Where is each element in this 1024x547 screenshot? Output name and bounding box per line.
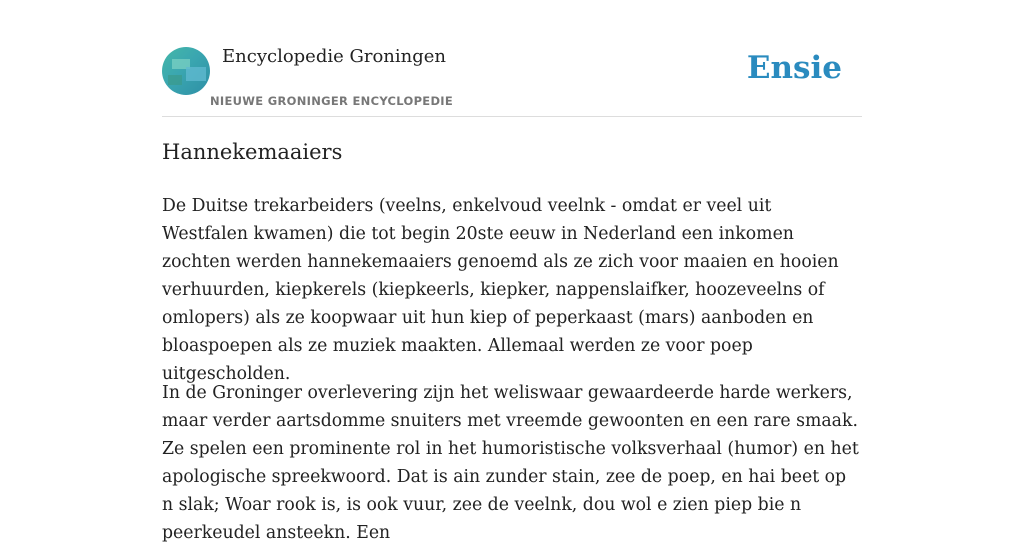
site-subtitle: NIEUWE GRONINGER ENCYCLOPEDIE [210, 94, 454, 108]
content-container [162, 0, 862, 543]
article-paragraph: In de Groninger overlevering zijn het weliswaar gewaardeerde harde werkers, maar verder aartsdomme snuiters met vreemde gewoonten en een rare smaak. Ze spelen een prominente rol in het humoristische volksverhaal (humor) en het apologische spreekwoord. Dat is ain zunder stain, zee de poep, en hai beet op n slak; Woar rook is, is ook vuur, zee de veelnk, dou wol e zien piep bie n peerkeudel ansteekn. Een [162, 383, 859, 543]
logo-block [186, 67, 206, 81]
logo-block [168, 75, 182, 85]
encyclopedie-groningen-logo-icon[interactable] [162, 47, 210, 95]
site-name-link[interactable]: Encyclopedie Groningen [222, 46, 447, 67]
article-title: Hannekemaaiers [162, 140, 343, 164]
site-header [162, 0, 862, 117]
article-paragraph: De Duitse trekarbeiders (veelns, enkelvoud veelnk - omdat er veel uit Westfalen kwamen) die tot begin 20ste eeuw in Nederland een inkomen zochten werden hannekemaaiers genoemd als ze zich voor maaien en hooien verhuurden, kiepkerels (kiepkeerls, kiepker, nappenslaifker, hoozeveelns of omlopers) als ze koopwaar uit hun kiep of peperkaast (mars) aanboden en bloaspoepen als ze muziek maakten. Allemaal werden ze voor poep uitgescholden. [162, 196, 839, 384]
ensie-brand-link[interactable]: Ensie [746, 50, 842, 86]
